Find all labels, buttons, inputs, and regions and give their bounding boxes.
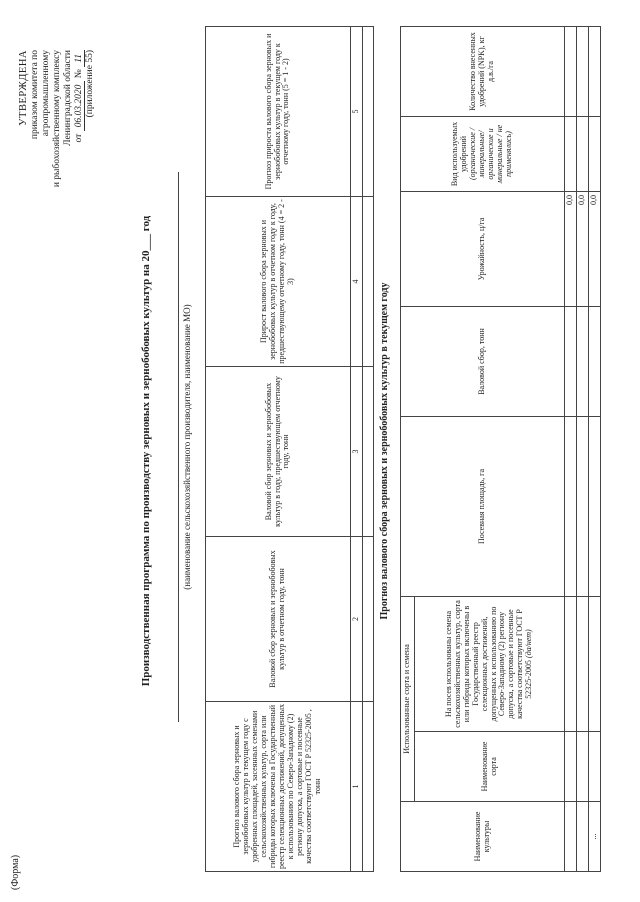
table-row: [588, 26, 600, 871]
fertilizer-header-options: (органические / минеральные/ органические и минеральные / не применялись): [468, 124, 513, 184]
mo-caption: (наименование сельскохозяйственного производителя, наименование МО): [182, 304, 192, 590]
column-number: 5: [351, 27, 363, 197]
approval-heading: УТВЕРЖДЕНА: [18, 50, 29, 126]
area-cell[interactable]: [588, 416, 600, 596]
approval-number: 11: [74, 50, 85, 67]
fertilizer-cell[interactable]: [565, 116, 577, 191]
table1-header: Прирост валового сбора зерновых и зернобобовых культур в отчетном году к году, предшествующему отчетному году, тонн (4 = 2 - 3): [206, 197, 351, 367]
approval-date-line: [74, 50, 85, 250]
form-label: (Форма): [10, 854, 21, 890]
area-cell[interactable]: [576, 416, 588, 596]
col-culture-header: Наименование культуры: [401, 802, 565, 872]
yield-cell: 0,0: [588, 191, 600, 306]
seeds-cell[interactable]: [588, 596, 600, 731]
table1-header: Валовой сбор зерновых и зернобобовых культур в отчетном году, тонн: [206, 537, 351, 702]
col-npk-header: Количество внесенных удобрений (NPK), кг д.в./га: [401, 26, 565, 116]
document-title: Производственная программа по производству зерновых и зернобобовых культур на 20___ год: [140, 215, 152, 687]
forecast-table-title: Прогноз валового сбора зерновых и зернобобовых культур в текущем году: [379, 282, 390, 620]
table1-header: Прогноз прироста валового сбора зерновых и зернобобовых культур в текущем году к отчетному году, тонн (5 = 1 - 2): [206, 27, 351, 197]
table1-header: Прогноз валового сбора зерновых и зернобобовых культур в текущем году с удобренных площадей, засеянных семенами сельскохозяйственных культур, сорта или гибриды которых включены в Государственный реестр селекционных достижений, допущенных к использованию по Северо-Западному (2) региону допуска, а сортовые и посевные качества соответствуют ГОСТ Р 52325-2005 , тонн: [206, 702, 351, 872]
variety-cell[interactable]: [588, 732, 600, 802]
seeds-cell[interactable]: [576, 596, 588, 731]
fertilizer-header-text: Вид используемых удобрений: [450, 121, 469, 187]
variety-cell[interactable]: [576, 732, 588, 802]
variety-cell[interactable]: [565, 732, 577, 802]
approval-block: [18, 50, 96, 250]
npk-cell[interactable]: [576, 26, 588, 116]
seeds-header-text: На посев использованы семена сельскохозяйственных культур, сорта или гибриды которых включены в Государственный реестр селекционных достижений, допущенных к использованию по Северо-Западному (2) региону допуска, а сортовые и посевные качества соответствуют ГОСТ Р 52325-2005: [443, 600, 534, 728]
column-number: 1: [351, 702, 363, 872]
column-number: 4: [351, 197, 363, 367]
appendix-note: (приложение 55): [84, 50, 95, 118]
gross-cell[interactable]: [576, 306, 588, 416]
col-area-header: Посевная площадь, га: [401, 416, 565, 596]
col-yield-header: Урожайность, ц/га: [401, 191, 565, 306]
culture-cell[interactable]: [565, 802, 577, 872]
forecast-table: [400, 26, 601, 872]
approval-line: агропромышленному: [40, 50, 51, 137]
gross-cell[interactable]: [565, 306, 577, 416]
column-number: 3: [351, 367, 363, 537]
seeds-header-options: (да/нет): [524, 629, 534, 659]
table1-header: Валовой сбор зерновых и зернобобовых культур в году, предшествующем отчетному году, тонн: [206, 367, 351, 537]
yield-cell: 0,0: [565, 191, 577, 306]
table-cell[interactable]: [362, 367, 373, 537]
culture-cell[interactable]: [576, 802, 588, 872]
table-row: [565, 26, 577, 871]
table-cell[interactable]: [362, 537, 373, 702]
area-cell[interactable]: [565, 416, 577, 596]
seeds-cell[interactable]: [565, 596, 577, 731]
col-seeds-header: [415, 596, 565, 731]
table-cell[interactable]: [362, 197, 373, 367]
npk-cell[interactable]: [565, 26, 577, 116]
mo-fill-line: [178, 172, 179, 722]
gross-cell[interactable]: [588, 306, 600, 416]
fertilizer-cell[interactable]: [588, 116, 600, 191]
npk-cell[interactable]: [588, 26, 600, 116]
culture-cell[interactable]: ...: [588, 802, 600, 872]
table-cell[interactable]: [362, 702, 373, 872]
col-fertilizer-header: [401, 116, 565, 191]
col-variety-header: Наименование сорта: [415, 732, 565, 802]
approval-line: Ленинградской области: [62, 50, 73, 146]
fertilizer-cell[interactable]: [576, 116, 588, 191]
approval-line: и рыбохозяйственному комплексу: [51, 50, 62, 188]
approval-line: приказом комитета по: [30, 50, 41, 140]
table-cell[interactable]: [362, 27, 373, 197]
yield-cell: 0,0: [576, 191, 588, 306]
col-gross-header: Валовой сбор, тонн: [401, 306, 565, 416]
summary-table: [205, 26, 374, 872]
col-group-header: Использованные сорта и семена: [401, 596, 415, 801]
table-row: [576, 26, 588, 871]
column-number: 2: [351, 537, 363, 702]
date-prefix: от: [73, 133, 84, 143]
approval-date: 06.03.2020: [74, 81, 85, 132]
number-prefix: №: [73, 69, 84, 79]
